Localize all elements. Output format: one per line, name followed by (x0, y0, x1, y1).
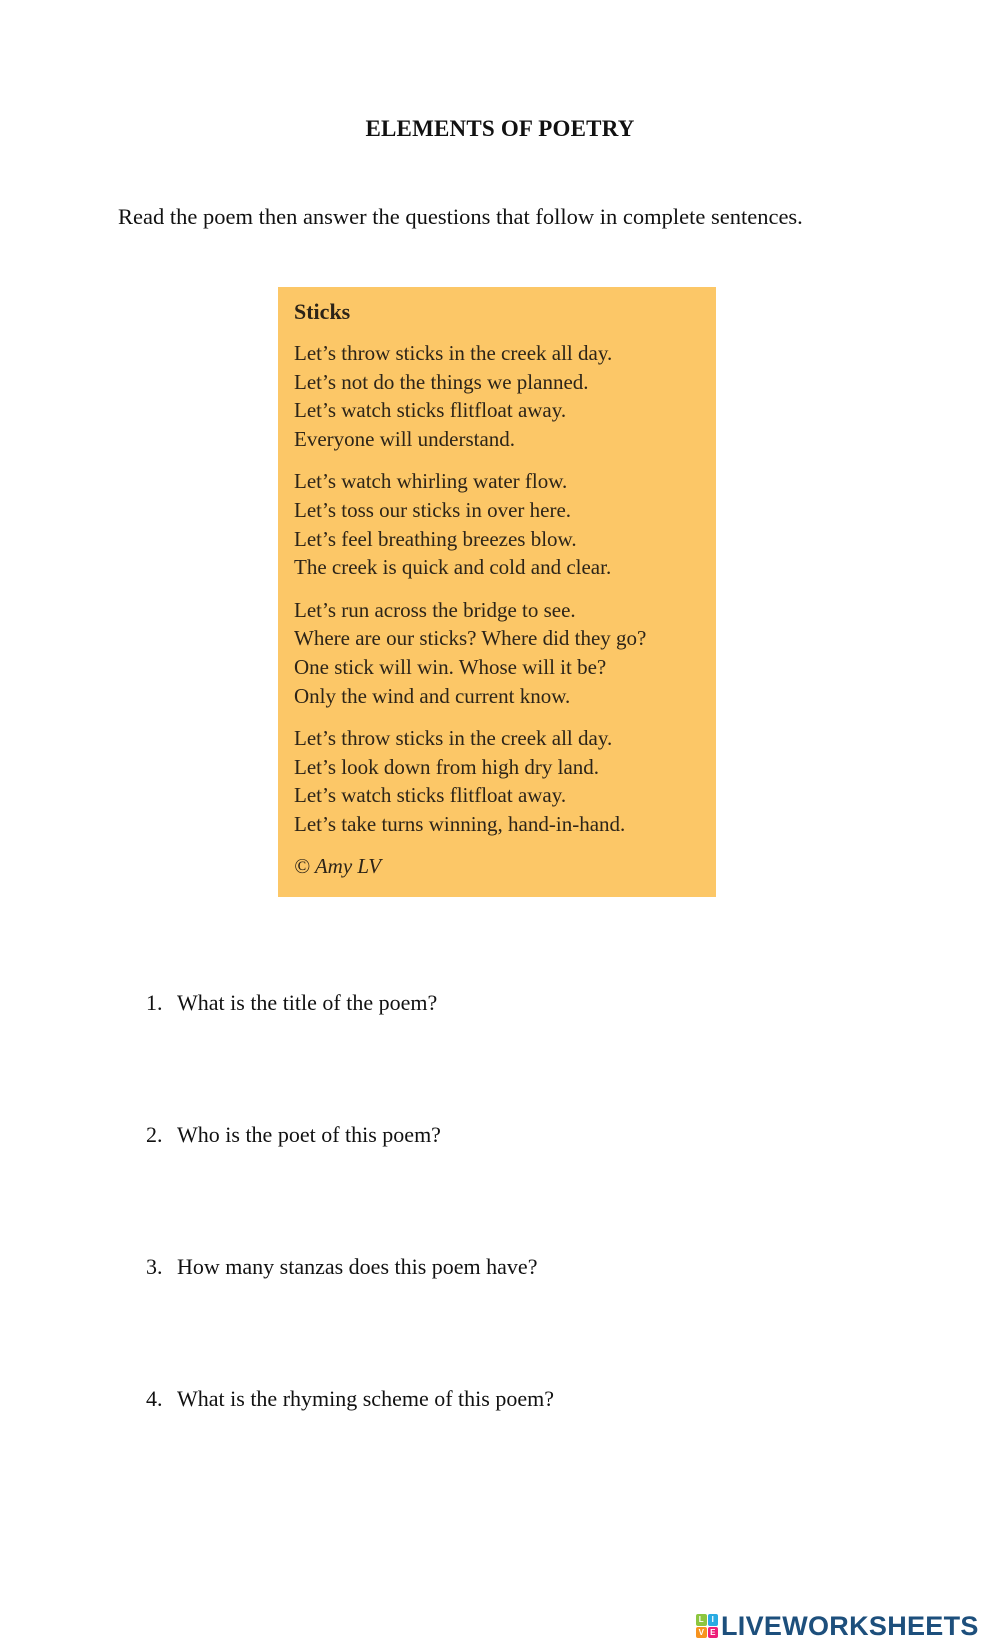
poem-line: Let’s toss our sticks in over here. (294, 497, 572, 522)
poem-line: Let’s feel breathing breezes blow. (294, 526, 577, 551)
question-text: How many stanzas does this poem have? (177, 1254, 538, 1279)
poem-line: Let’s take turns winning, hand-in-hand. (294, 811, 626, 836)
question-number: 4. (146, 1386, 163, 1411)
poem-title: Sticks (294, 299, 351, 324)
question-number: 3. (146, 1254, 163, 1279)
question-text: What is the title of the poem? (177, 990, 438, 1015)
poem-line: Let’s watch sticks flitfloat away. (294, 398, 567, 423)
question-item (146, 1386, 554, 1518)
question-item (146, 1122, 554, 1254)
liveworksheets-logo (696, 1612, 979, 1640)
logo-text: LIVEWORKSHEETS (721, 1611, 979, 1641)
question-list (146, 990, 554, 1518)
liveworksheets-logo-icon (696, 1614, 718, 1638)
poem-line: Let’s watch sticks flitfloat away. (294, 783, 567, 808)
poem-stanza-1 (294, 339, 716, 453)
question-text: Who is the poet of this poem? (177, 1122, 441, 1147)
poem-card (278, 287, 716, 897)
question-item (146, 990, 554, 1122)
poem-line: Where are our sticks? Where did they go? (294, 626, 647, 651)
instructions-text: Read the poem then answer the questions that follow in complete sentences. (118, 204, 803, 229)
poem-line: Let’s look down from high dry land. (294, 754, 600, 779)
question-item (146, 1254, 554, 1386)
question-text: What is the rhyming scheme of this poem? (177, 1386, 554, 1411)
poem-line: Let’s throw sticks in the creek all day. (294, 341, 613, 365)
poem-line: Only the wind and current know. (294, 683, 571, 708)
worksheet-title: ELEMENTS OF POETRY (365, 116, 635, 141)
poem-line: One stick will win. Whose will it be? (294, 654, 607, 679)
logo-mark-letter: I (708, 1614, 719, 1626)
logo-mark-letter: L (696, 1614, 707, 1626)
poem-credit: © Amy LV (294, 853, 382, 878)
question-number: 2. (146, 1122, 163, 1147)
poem-stanza-4 (294, 724, 716, 838)
question-number: 1. (146, 990, 163, 1015)
poem-stanza-2 (294, 467, 716, 581)
poem-line: The creek is quick and cold and clear. (294, 555, 612, 580)
poem-stanza-3 (294, 596, 716, 710)
poem-line: Everyone will understand. (294, 426, 516, 451)
poem-line: Let’s watch whirling water flow. (294, 469, 568, 494)
poem-line: Let’s not do the things we planned. (294, 369, 589, 394)
poem-line: Let’s throw sticks in the creek all day. (294, 726, 613, 751)
poem-line: Let’s run across the bridge to see. (294, 597, 576, 622)
logo-mark-letter: E (708, 1627, 719, 1639)
logo-mark-letter: V (696, 1627, 707, 1639)
